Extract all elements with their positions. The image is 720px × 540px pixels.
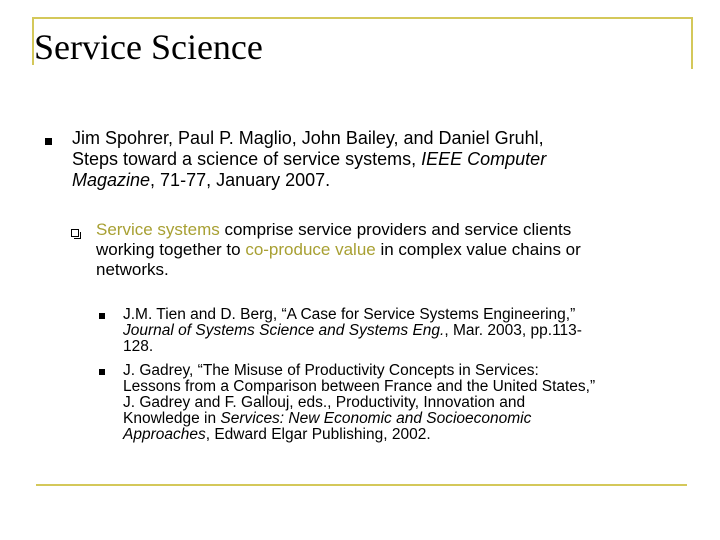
definition-line-2: working together to co-produce value in complex value chains or bbox=[96, 240, 581, 259]
bullet-square-icon bbox=[99, 369, 105, 375]
citation-line-3: Magazine, 71-77, January 2007. bbox=[72, 170, 331, 190]
bullet-square-icon bbox=[45, 138, 52, 145]
reference-line: Approaches, Edward Elgar Publishing, 2002. bbox=[123, 426, 431, 443]
slide-title: Service Science bbox=[34, 27, 263, 67]
bottom-rule bbox=[36, 484, 687, 486]
top-rule bbox=[32, 17, 693, 19]
top-right-rule bbox=[691, 17, 693, 69]
reference-line: J. Gadrey, “The Misuse of Productivity Concepts in Services: bbox=[123, 362, 539, 379]
reference-tien-berg bbox=[123, 307, 582, 355]
reference-line: J. Gadrey and F. Gallouj, eds., Productivity, Innovation and bbox=[123, 394, 526, 411]
definition-line-1: Service systems comprise service providers and service clients bbox=[96, 220, 572, 239]
reference-line: Lessons from a Comparison between France and the United States,” bbox=[123, 378, 596, 395]
bullet-square-icon bbox=[99, 313, 105, 319]
reference-line: Knowledge in Services: New Economic and Socioeconomic bbox=[123, 410, 532, 427]
reference-line: Journal of Systems Science and Systems Eng., Mar. 2003, pp.113- bbox=[123, 322, 582, 339]
definition-line-3: networks. bbox=[96, 260, 169, 279]
bullet-hollow-square-icon bbox=[71, 229, 79, 237]
reference-line: J.M. Tien and D. Berg, “A Case for Service Systems Engineering,” bbox=[123, 306, 576, 323]
definition-paragraph bbox=[96, 220, 581, 280]
citation-line-2: Steps toward a science of service systems, IEEE Computer bbox=[72, 149, 547, 169]
reference-gadrey bbox=[123, 363, 595, 443]
reference-line: 128. bbox=[123, 338, 154, 355]
citation-main bbox=[72, 128, 546, 191]
citation-line-1: Jim Spohrer, Paul P. Maglio, John Bailey, and Daniel Gruhl, bbox=[72, 128, 544, 148]
